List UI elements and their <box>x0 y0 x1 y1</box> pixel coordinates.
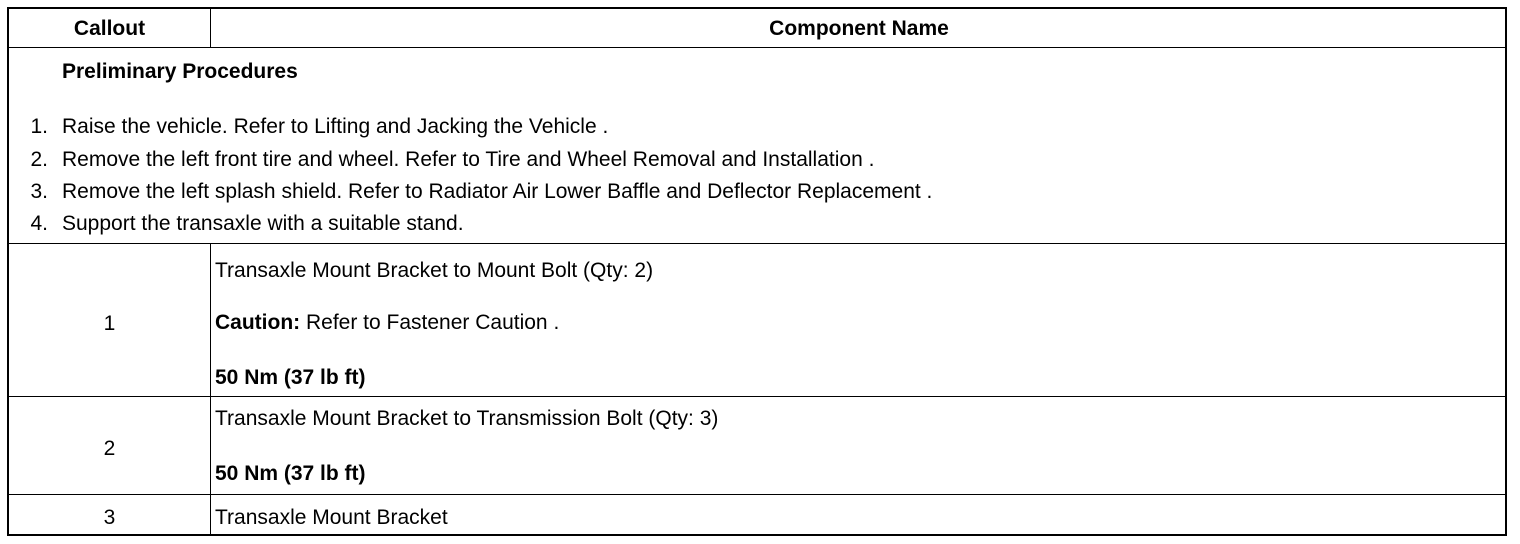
step-text: Raise the vehicle. Refer to Lifting and Jacking the Vehicle . <box>62 115 609 138</box>
step-text: Support the transaxle with a suitable stand. <box>62 212 464 235</box>
callout-number: 3 <box>103 506 116 529</box>
header-callout: Callout <box>73 17 146 40</box>
step-number: 4. <box>30 212 48 235</box>
torque-spec: 50 Nm (37 lb ft) <box>215 366 366 389</box>
header-divider <box>9 47 1505 48</box>
component-name: Transaxle Mount Bracket to Transmission Bolt (Qty: 3) <box>215 407 719 430</box>
torque-spec: 50 Nm (37 lb ft) <box>215 462 366 485</box>
caution-note <box>215 311 559 335</box>
step-text: Remove the left front tire and wheel. Refer to Tire and Wheel Removal and Installation . <box>62 148 875 171</box>
body-column-divider <box>210 243 211 536</box>
step-number: 1. <box>30 115 48 138</box>
row-2-divider <box>9 494 1505 495</box>
callout-number: 1 <box>103 312 116 335</box>
header-component-name: Component Name <box>769 17 949 40</box>
step-number: 3. <box>30 180 48 203</box>
step-number: 2. <box>30 148 48 171</box>
callout-number: 2 <box>103 437 116 460</box>
preliminary-divider <box>9 243 1505 244</box>
component-name: Transaxle Mount Bracket <box>215 506 448 529</box>
caution-text: Refer to Fastener Caution . <box>300 311 560 334</box>
preliminary-title: Preliminary Procedures <box>62 60 298 83</box>
component-name: Transaxle Mount Bracket to Mount Bolt (Qty: 2) <box>215 259 654 282</box>
step-text: Remove the left splash shield. Refer to Radiator Air Lower Baffle and Deflector Replacement . <box>62 180 933 203</box>
component-table <box>7 7 1507 536</box>
row-1-divider <box>9 396 1505 397</box>
caution-label: Caution: <box>215 311 301 334</box>
